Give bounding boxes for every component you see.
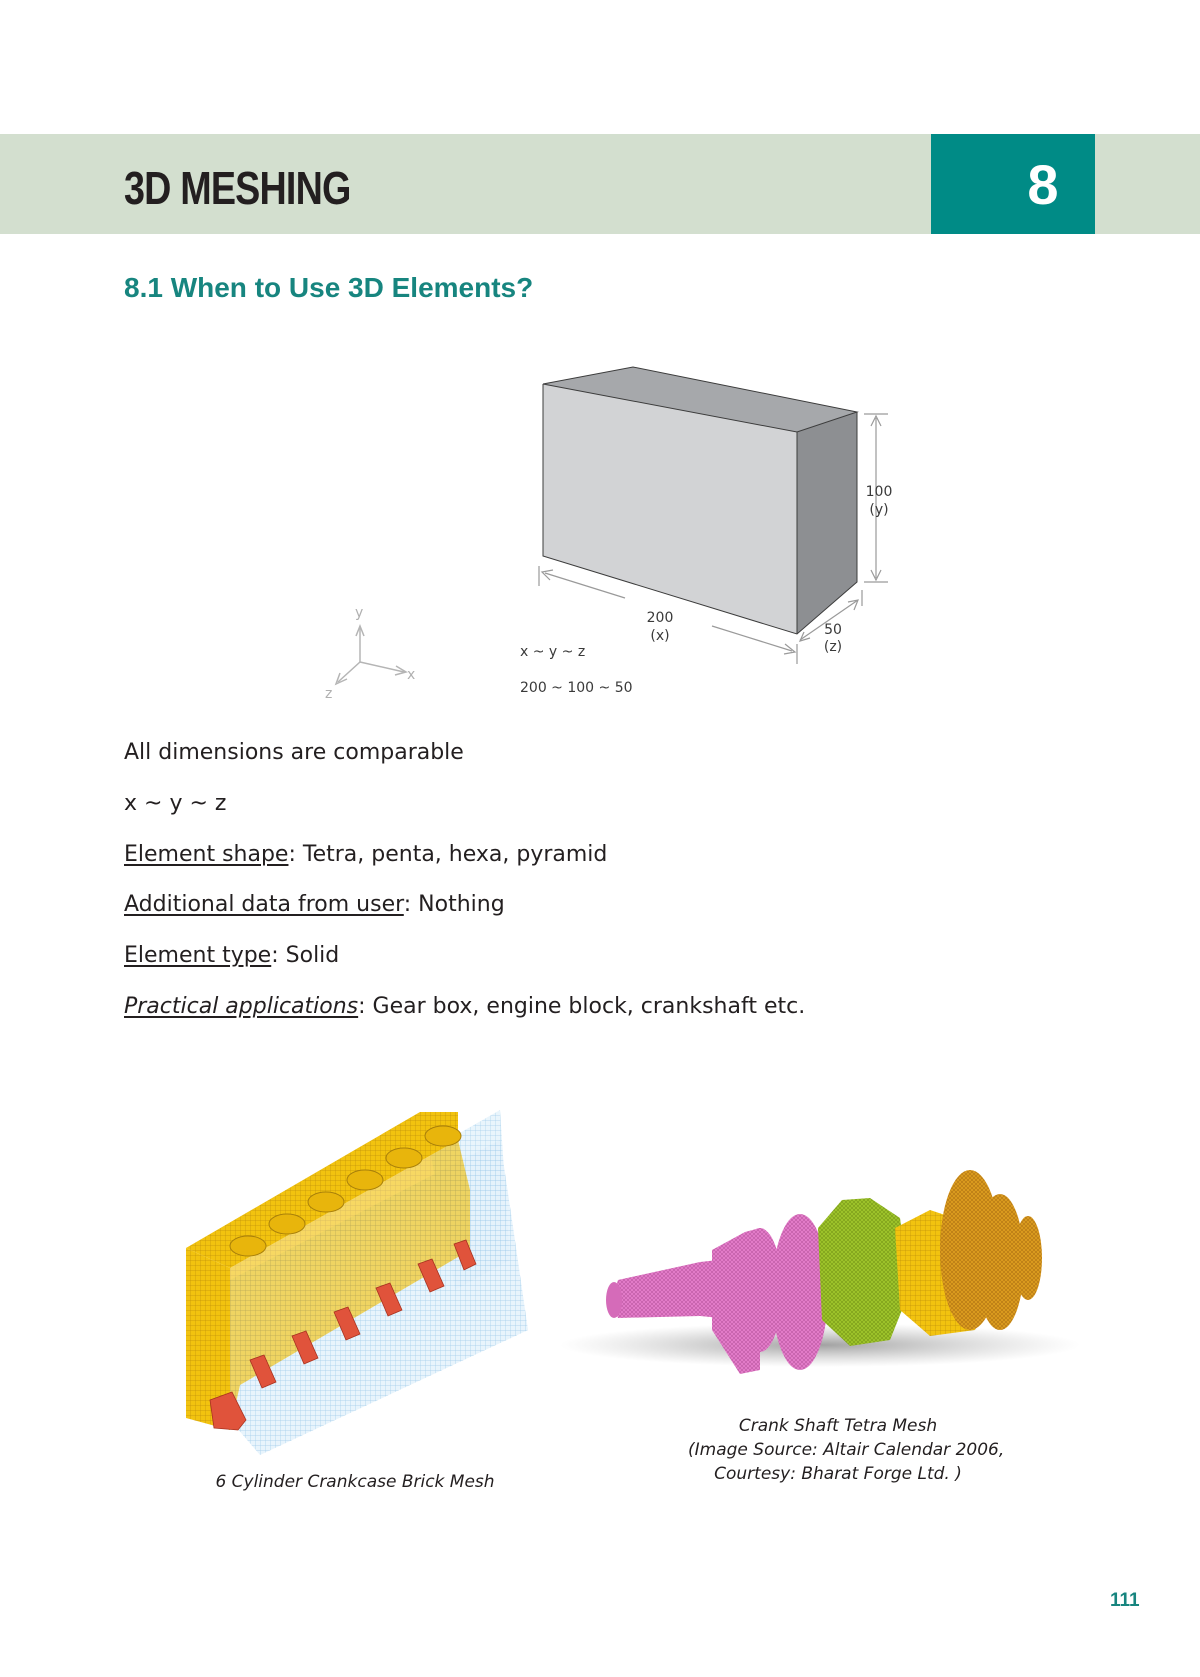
axis-label-z: z (325, 686, 333, 702)
section-heading: 8.1 When to Use 3D Elements? (124, 272, 534, 303)
body-line-comparable: All dimensions are comparable (124, 740, 464, 765)
crankshaft-yellow-web (895, 1210, 990, 1336)
crankcase-bores (230, 1126, 461, 1256)
crankshaft-end-flange (1014, 1216, 1042, 1300)
chapter-title: 3D MESHING (124, 162, 351, 214)
crankcase-bearing-caps (210, 1240, 476, 1430)
practical-applications-value: : Gear box, engine block, crankshaft etc. (358, 994, 806, 1019)
crankshaft-caption-line-3: Courtesy: Bharat Forge Ltd. ) (714, 1464, 962, 1484)
practical-applications-label: Practical applications (124, 994, 359, 1019)
axis-triad (336, 626, 406, 684)
crankshaft-pink-disc-1 (738, 1228, 782, 1352)
crankshaft-orange-disc-2 (976, 1194, 1024, 1330)
crankshaft-pink-disc-2 (772, 1214, 828, 1370)
element-shape-label: Element shape (124, 842, 289, 867)
dim-y-axis: (y) (869, 502, 889, 518)
element-shape-value: : Tetra, penta, hexa, pyramid (288, 842, 608, 867)
practical-applications-line (124, 994, 805, 1019)
crankcase-blue-mesh (230, 1140, 528, 1455)
crankcase-caption: 6 Cylinder Crankcase Brick Mesh (215, 1472, 495, 1492)
axis-label-x: x (407, 667, 416, 683)
crankshaft-green-web (818, 1198, 910, 1346)
crankcase-yellow-front (186, 1248, 230, 1430)
element-shape-line (124, 842, 607, 867)
crankshaft-caption-line-1: Crank Shaft Tetra Mesh (738, 1416, 938, 1436)
element-type-line (124, 943, 339, 968)
dim-z-axis: (z) (823, 639, 843, 655)
crankcase-yellow-body (230, 1140, 470, 1430)
relation-text: x ~ y ~ z (520, 644, 586, 660)
box-dimension-figure (0, 0, 1200, 720)
crankshaft-caption-line-2: (Image Source: Altair Calendar 2006, (688, 1440, 1005, 1460)
additional-data-line (124, 892, 505, 917)
element-type-label: Element type (124, 943, 272, 968)
additional-data-label: Additional data from user (124, 892, 404, 917)
crankshaft-shadow (560, 1323, 1080, 1367)
dim-x-value: 200 (646, 610, 674, 626)
crankshaft-pink-tip (606, 1282, 622, 1318)
crankcase-yellow-top (186, 1112, 458, 1268)
body-line-relation: x ~ y ~ z (124, 791, 227, 816)
page-number: 111 (1110, 1590, 1140, 1611)
element-type-value: : Solid (271, 943, 340, 968)
additional-data-value: : Nothing (403, 892, 505, 917)
values-text: 200 ~ 100 ~ 50 (520, 680, 633, 696)
dim-x-axis: (x) (650, 628, 670, 644)
crankshaft-pink-flanges (712, 1228, 760, 1374)
chapter-number: 8 (1027, 152, 1059, 216)
dim-z-value: 50 (824, 622, 842, 638)
crankshaft-orange-disc-1 (940, 1170, 1000, 1330)
box-side-face (797, 412, 857, 634)
crankshaft-pink-nose (612, 1260, 720, 1318)
crankcase-blue-mesh-upper (430, 1110, 510, 1290)
dim-y-value: 100 (865, 484, 893, 500)
axis-label-y: y (355, 605, 364, 621)
